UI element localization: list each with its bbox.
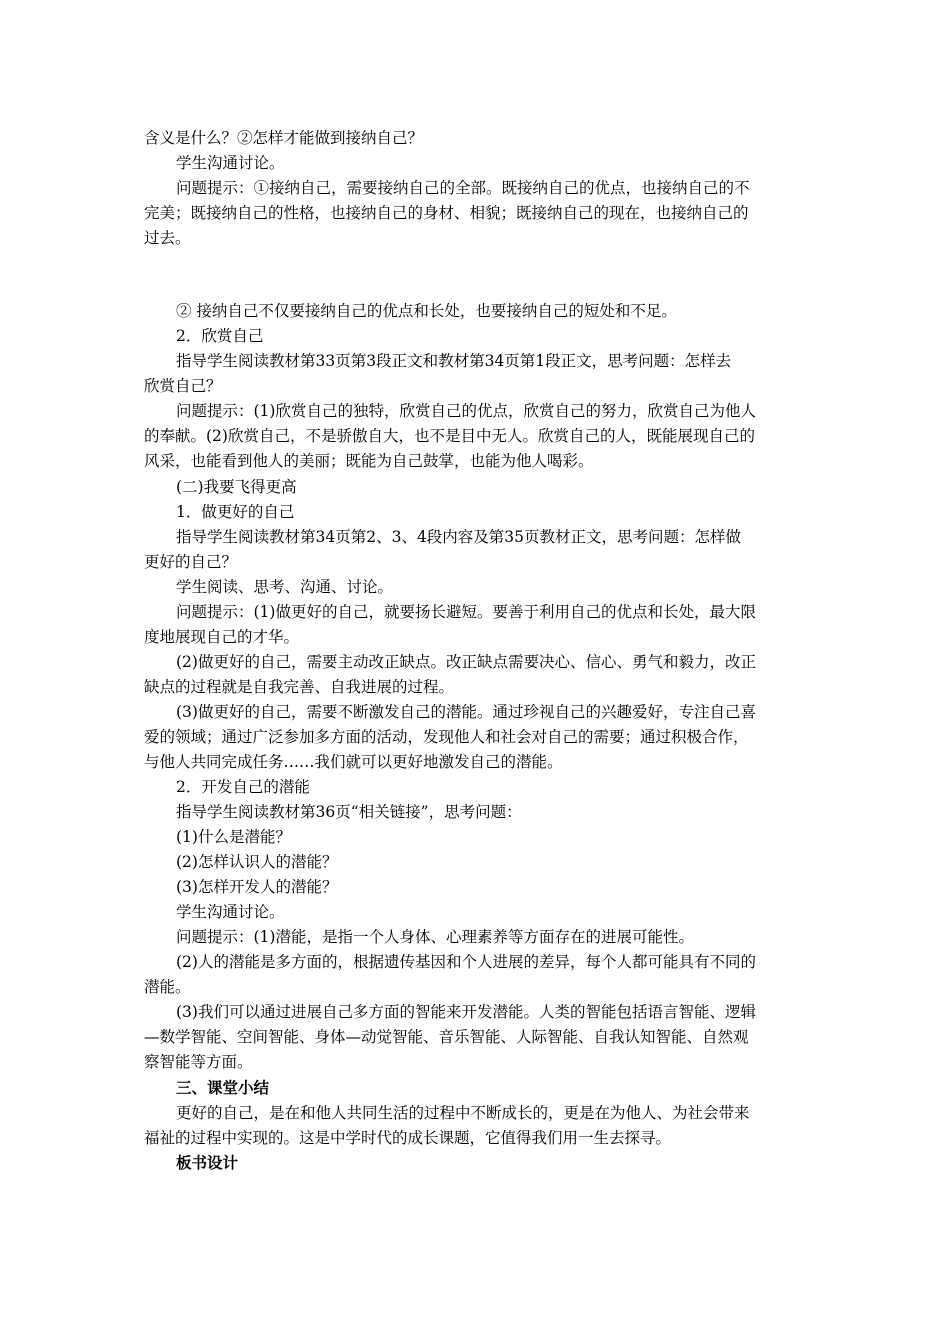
text-line: 爱的领域；通过广泛参加多方面的活动，发现他人和社会对自己的需要；通过积极合作，: [144, 728, 749, 746]
text-line: 福祉的过程中实现的。这是中学时代的成长课题，它值得我们用一生去探寻。: [144, 1129, 672, 1147]
text-line: 度地展现自己的才华。: [144, 628, 300, 646]
text-line: 完美；既接纳自己的性格，也接纳自己的身材、相貌；既接纳自己的现在，也接纳自己的: [144, 204, 749, 222]
text-line: (2)做更好的自己，需要主动改正缺点。改正缺点需要决心、信心、勇气和毅力，改正: [176, 653, 756, 671]
text-line: (1)什么是潜能？: [176, 828, 291, 846]
text-line: 问题提示：(1)做更好的自己，就要扬长避短。要善于利用自己的优点和长处，最大限: [176, 603, 756, 621]
text-line: 学生沟通讨论。: [176, 903, 285, 921]
text-line: 与他人共同完成任务……我们就可以更好地激发自己的潜能。: [144, 753, 563, 771]
text-line: (3)做更好的自己，需要不断激发自己的潜能。通过珍视自己的兴趣爱好，专注自己喜: [176, 703, 756, 721]
section-heading: 2．开发自己的潜能: [176, 778, 310, 796]
text-line: 过去。: [144, 229, 191, 247]
text-line: 潜能。: [144, 978, 191, 996]
text-line: (2)怎样认识人的潜能？: [176, 853, 338, 871]
text-line: 更好的自己？: [144, 553, 238, 571]
text-line: 问题提示：(1)欣赏自己的独特，欣赏自己的优点，欣赏自己的努力，欣赏自己为他人: [176, 402, 756, 420]
text-line: 指导学生阅读教材第33页第3段正文和教材第34页第1段正文，思考问题：怎样去: [176, 352, 732, 370]
text-line: 欣赏自己？: [144, 377, 222, 395]
section-heading: (二)我要飞得更高: [176, 478, 297, 496]
text-line: 缺点的过程就是自我完善、自我进展的过程。: [144, 678, 455, 696]
text-line: —数学智能、空间智能、身体—动觉智能、音乐智能、人际智能、自我认知智能、自然观: [144, 1028, 749, 1046]
text-line: 指导学生阅读教材第36页“相关链接”，思考问题：: [176, 803, 522, 821]
section-heading: 板书设计: [176, 1153, 239, 1172]
text-line: 学生沟通讨论。: [176, 154, 285, 172]
section-heading: 2．欣赏自己: [176, 327, 264, 345]
text-line: (3)怎样开发人的潜能？: [176, 878, 338, 896]
section-heading: 1．做更好的自己: [176, 503, 295, 521]
text-line: 含义是什么？②怎样才能做到接纳自己？: [144, 129, 424, 147]
text-line: 问题提示：①接纳自己，需要接纳自己的全部。既接纳自己的优点，也接纳自己的不: [176, 179, 750, 197]
text-line: 指导学生阅读教材第34页第2、3、4段内容及第35页教材正文，思考问题：怎样做: [176, 528, 742, 546]
section-heading: 三、课堂小结: [176, 1078, 270, 1097]
text-line: (3)我们可以通过进展自己多方面的智能来开发潜能。人类的智能包括语言智能、逻辑: [176, 1003, 756, 1021]
text-line: 问题提示：(1)潜能，是指一个人身体、心理素养等方面存在的进展可能性。: [176, 928, 694, 946]
text-line: ② 接纳自己不仅要接纳自己的优点和长处，也要接纳自己的短处和不足。: [176, 302, 677, 320]
text-line: 的奉献。(2)欣赏自己，不是骄傲自大，也不是目中无人。欣赏自己的人，既能展现自己的: [144, 427, 755, 445]
text-line: 风采，也能看到他人的美丽；既能为自己鼓掌，也能为他人喝彩。: [144, 452, 594, 470]
text-line: 更好的自己，是在和他人共同生活的过程中不断成长的，更是在为他人、为社会带来: [176, 1104, 750, 1122]
text-line: 察智能等方面。: [144, 1053, 253, 1071]
text-line: (2)人的潜能是多方面的，根据遗传基因和个人进展的差异，每个人都可能具有不同的: [176, 953, 756, 971]
text-line: 学生阅读、思考、沟通、讨论。: [176, 578, 394, 596]
